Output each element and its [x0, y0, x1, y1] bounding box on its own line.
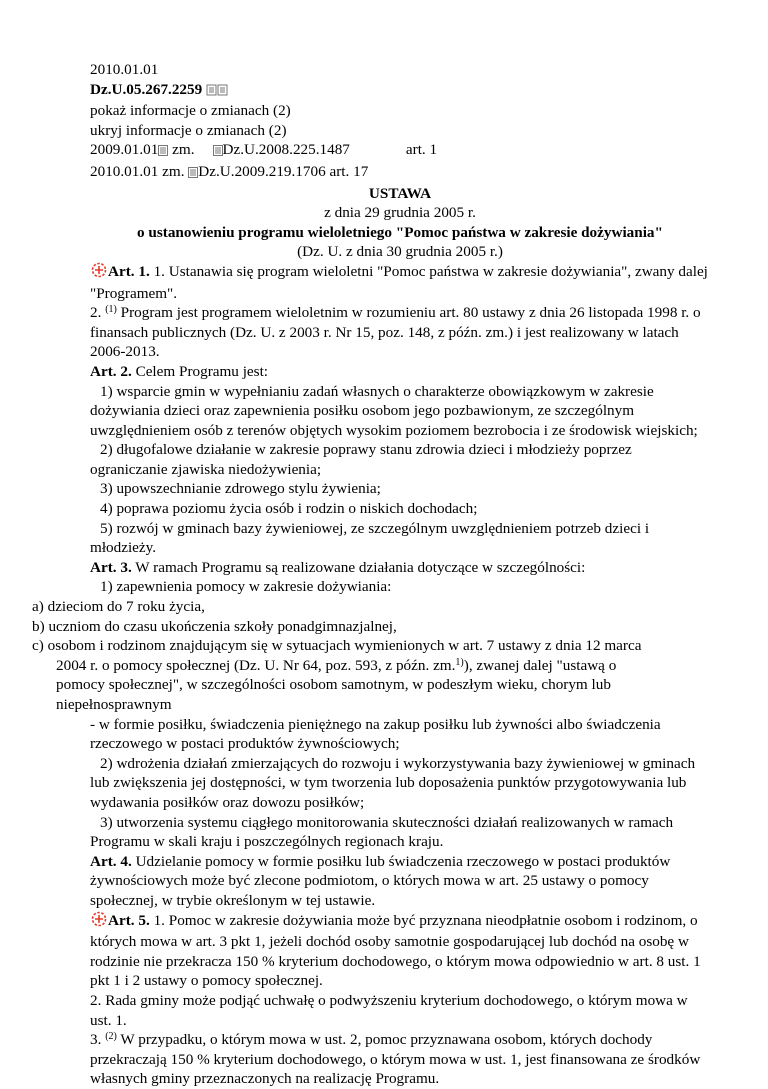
art3-form: - w formie posiłku, świadczenia pieniężnego na zakup posiłku lub żywności albo świadczenia rzeczowego w postaci produktów żywnościowych; [90, 715, 661, 753]
change-marker-icon[interactable] [90, 262, 108, 284]
art5-p3: 3. $^{(2)}$ W przypadku, o którym mowa w ust. 2, pomoc przyznawana osobom, których dochody przekraczają 150 % kryterium dochodowego, o którym mowa w ust. 1, jest finansowana ze środków własnych gminy przeznaczonych na realizację Programu. [90, 1031, 701, 1088]
sub-item: a) dzieciom do 7 roku życia, [32, 598, 205, 616]
hide-changes-link[interactable]: ukryj informacje o zmianach (2) [90, 121, 287, 139]
doc-id-row [90, 80, 710, 102]
list-item: 1) zapewnienia pomocy w zakresie dożywiania: [100, 578, 392, 596]
sub-item: c) osobom i rodzinom znajdującym się w sytuacjach wymienionych w art. 7 ustawy z dnia 12 marca 2004 r. o pomocy społecznej (Dz. U. Nr 64, poz. 593, z późn. zm.$^{1)}$), zwanej dalej "ustawą o pomocy społecznej", w szczególności osobom samotnym, w podeszłym wieku, chorym lub niepełnosprawnym [32, 637, 642, 713]
change-row [90, 140, 710, 162]
show-changes-link[interactable]: pokaż informacje o zmianach (2) [90, 102, 291, 120]
document-versions-icon[interactable] [206, 82, 228, 102]
art3-label: Art. 3. [90, 558, 132, 576]
art4-label: Art. 4. [90, 852, 132, 870]
art3-intro: Art. 3. W ramach Programu są realizowane działania dotyczące w szczególności: [90, 558, 586, 576]
change-ref-link[interactable]: Dz.U.2009.219.1706 [198, 162, 326, 180]
art4: Art. 4. Udzielanie pomocy w formie posiłku lub świadczenia rzeczowego w postaci produktów żywnościowych może być zlecone podmiotom, o których mowa w art. 25 ustawy o pomocy społecznej, w trybie określonym w tej ustawie. [90, 852, 671, 909]
list-item: 4) poprawa poziomu życia osób i rodzin o niskich dochodach; [100, 500, 478, 518]
document [32, 60, 710, 1089]
change-art: art. 1 [405, 141, 438, 159]
art2-intro: Art. 2. Celem Programu jest: [90, 362, 269, 380]
change-date: 2010.01.01 [90, 162, 159, 180]
act-publication: (Dz. U. z dnia 30 grudnia 2005 r.) [297, 243, 503, 261]
act-type: USTAWA [368, 184, 432, 202]
art5-p2: 2. Rada gminy może podjąć uchwałę o podwyższeniu kryterium dochodowego, o którym mowa w ust. 1. [90, 991, 688, 1029]
sub-item: b) uczniom do czasu ukończenia szkoły ponadgimnazjalnej, [32, 617, 397, 635]
doc-id: Dz.U.05.267.2259 [90, 80, 203, 98]
art5-label: Art. 5. [108, 911, 150, 929]
art5-p1: Art. 5. 1. Pomoc w zakresie dożywiania może być przyznana nieodpłatnie osobom i rodzinom, o których mowa w art. 3 pkt 1, jeżeli dochód osoby samotnie gospodarującej lub dochód na osobę w rodzinie nie przekracza 150 % kryterium dochodowego, o którym mowa odpowiednio w art. 8 ust. 1 pkt 1 i 2 ustawy o pomocy społecznej. [90, 911, 701, 990]
change-date: 2009.01.01 [90, 141, 159, 159]
list-item: 3) upowszechnianie zdrowego stylu żywienia; [100, 480, 381, 498]
art1-p2: 2. $^{(1)}$ Program jest programem wieloletnim w rozumieniu art. 80 ustawy z dnia 26 listopada 1998 r. o finansach publicznych (Dz. U. z 2003 r. Nr 15, poz. 148, z późn. zm.) i jest realizowany w latach 2006-2013. [90, 304, 701, 361]
art2-label: Art. 2. [90, 362, 132, 380]
reference-icon[interactable] [213, 142, 223, 162]
change-icon[interactable] [158, 142, 168, 162]
list-item: 2) długofalowe działanie w zakresie poprawy stanu zdrowia dzieci i młodzieży poprzez ograniczanie zjawiska niedożywienia; [90, 441, 632, 478]
change-art: art. 17 [329, 162, 369, 180]
change-row [90, 162, 710, 184]
list-item: 3) utworzenia systemu ciągłego monitorowania skuteczności działań realizowanych w ramach Programu w skali kraju i poszczególnych regionach kraju. [90, 813, 674, 851]
list-item: 2) wdrożenia działań zmierzających do rozwoju i wykorzystywania bazy żywieniowej w gminach lub zwiększenia jej dostępności, w tym tworzenia lub doposażenia punktów przygotowywania lub wydawania posiłków oraz dowozu posiłków; [90, 754, 696, 811]
change-ref-link[interactable]: Dz.U.2008.225.1487 [222, 141, 350, 159]
header-date: 2010.01.01 [90, 61, 159, 78]
reference-icon[interactable] [188, 164, 198, 184]
act-subject: o ustanowieniu programu wieloletniego "Pomoc państwa w zakresie dożywiania" [137, 223, 663, 241]
act-date: z dnia 29 grudnia 2005 r. [324, 204, 476, 222]
list-item: 1) wsparcie gmin w wypełnianiu zadań własnych o charakterze obowiązkowym w zakresie dożywiania dzieci oraz zapewnienia posiłku osobom jego pozbawionym, ze szczególnym uwzględnieniem osób z terenów objętych wysokim poziomem bezrobocia i ze środowisk wiejskich; [90, 382, 698, 439]
art1-label: Art. 1. [108, 262, 150, 280]
list-item: 5) rozwój w gminach bazy żywieniowej, ze szczególnym uwzględnieniem potrzeb dzieci i młodzieży. [90, 519, 650, 557]
change-type: zm. [162, 162, 185, 180]
change-marker-icon[interactable] [90, 911, 108, 933]
art1-p1: Art. 1. 1. Ustanawia się program wieloletni "Pomoc państwa w zakresie dożywiania", zwany dalej "Programem". [90, 262, 708, 302]
change-type: zm. [172, 141, 195, 159]
